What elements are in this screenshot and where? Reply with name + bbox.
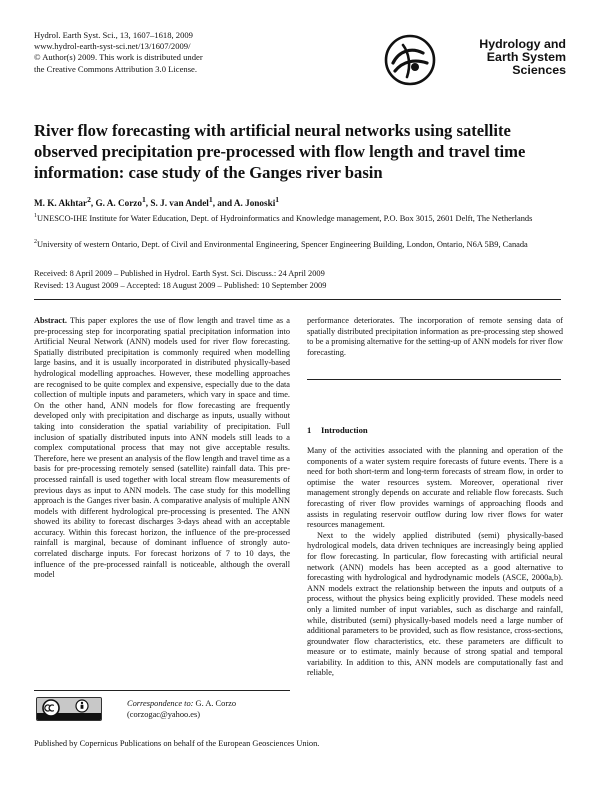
section-heading: 1 Introduction <box>307 425 368 435</box>
correspondence-name: G. A. Corzo <box>195 699 237 708</box>
introduction-body <box>307 446 563 679</box>
revised-date-line: Revised: 13 August 2009 – Accepted: 18 August 2009 – Published: 10 September 2009 <box>34 280 327 290</box>
affiliation: $^2$University of western Ontario, Dept. of Civil and Environmental Engineering, Spencer Engineering Building, London, Ontario, N6A 5B9, Canada <box>34 239 528 249</box>
copyright-line: © Author(s) 2009. This work is distributed under <box>34 52 203 63</box>
correspondence-label: Correspondence to: <box>127 699 194 708</box>
abstract-continued: performance deteriorates. The incorporation of remote sensing data of spatially distributed precipitation information as pre-processing step showed to be a promising alternative for the setting-up of ANN models for river flow forecasting. <box>307 316 563 357</box>
paragraph: Many of the activities associated with the planning and operation of the components of a water system require forecasts of future events. There is a need for both short-term and long-term forecasts of stream flow, in order to optimise the water resources system. Moreover, operational river management strongly depends on accurate and reliable flow forecasts. Such forecasting of river flow provides warnings of approaching floods and assists in regulating reservoir outflow during low river flows for water resources management. <box>307 446 563 530</box>
cc-by-license-icon[interactable] <box>36 697 102 721</box>
license-line: the Creative Commons Attribution 3.0 License. <box>34 63 198 74</box>
correspondence-email[interactable]: (corzogac@yahoo.es) <box>127 710 201 719</box>
divider <box>34 299 561 300</box>
paper-title: River flow forecasting with artificial neural networks using satellite observed precipitation pre-processed with flow length and travel time information: case study of the Ganges river basin <box>34 121 526 182</box>
paragraph: Next to the widely applied distributed (semi) physically-based hydrological models, data driven techniques are increasingly being applied for flow forecasting. In particular, flow forecasting with artificial neural network (ANN) models has been accepted as a good alternative to forecasting with hydrological and hydrodynamic models (ASCE, 2000a,b). ANN models extract the relationship between the inputs and outputs of a process, without the physics being explicitly provided. These models need only a limited number of input variables, such as discharge and rainfall, while, distributed (semi) physically-based models need a large number of additional parameters to be provided, such as flow resistance, cross-sections, groundwater flow characteristics, etc. these parameters are difficult to measure or to estimate, mainly because of strong spatial and temporal variability. In addition to this, ANN models are computationally fast and reliable, <box>307 530 563 678</box>
author[interactable]: S. J. van Andel$^1$ <box>150 195 213 209</box>
journal-name <box>479 38 566 78</box>
divider <box>34 690 290 691</box>
author[interactable]: G. A. Corzo$^1$ <box>95 195 146 209</box>
abstract-text: This paper explores the use of flow length and travel time as a pre-processing step for incorporating spatial precipitation information into Artificial Neural Network (ANN) models used for river flow forecasting. Spatially distributed precipitation is commonly required when modelling large basins, and it is usually incorporated in distributed physically-based hydrological modelling approaches. However, these modelling approaches are recognised to be quite complex and expensive, especially due to the data collection of multiple inputs and parameters, which vary in space and time. On the other hand, ANN models for flow forecasting are frequently developed only with precipitation and discharge as inputs, usually without taking into consideration the spatial variability of precipitation. Full inclusion of spatially distributed inputs into ANN models still leads to a complex computational process that may not give acceptable results. Therefore, here we present an analysis of the flow length and travel time as a basis for pre-processing remotely sensed (satellite) rainfall data. This pre-processed rainfall is used together with local stream flow measurements of previous days as input to ANN models. The case study for this modelling approach is the Ganges river basin. A comparative analysis of multiple ANN models with different hydrological pre-processing is presented. The ANN showed its ability to forecast discharges 3-days ahead with an acceptable accuracy. Within this forecast horizon, the influence of the pre-processed rainfall is marginal, because of dominant influence of strongly auto-correlated discharge inputs. For forecast horizons of 7 to 10 days, the influence of the pre-processed rainfall is noticeable, although the overall model <box>34 316 290 580</box>
journal-name-line: Hydrology and <box>479 37 566 51</box>
divider <box>307 379 561 380</box>
correspondence <box>127 698 236 720</box>
citation-line: Hydrol. Earth Syst. Sci., 13, 1607–1618, 2009 <box>34 30 193 40</box>
publisher-footer: Published by Copernicus Publications on behalf of the European Geosciences Union. <box>34 739 320 748</box>
journal-name-line: Earth System <box>486 50 566 65</box>
author[interactable]: M. K. Akhtar$^2$ <box>34 195 91 209</box>
received-date-line: Received: 8 April 2009 – Published in Hydrol. Earth Syst. Sci. Discuss.: 24 April 2009 <box>34 269 325 278</box>
publication-dates <box>34 268 326 291</box>
journal-name-line: Sciences <box>512 63 566 78</box>
journal-citation-block <box>34 30 334 75</box>
journal-url[interactable]: www.hydrol-earth-syst-sci.net/13/1607/2009/ <box>34 41 191 52</box>
egu-logo-icon <box>383 33 437 87</box>
journal-logo <box>383 30 568 92</box>
author-list: M. K. Akhtar$^2$, G. A. Corzo$^1$, S. J. van Andel$^1$, and A. Jonoski$^1$ <box>34 195 280 209</box>
author[interactable]: A. Jonoski$^1$ <box>233 195 280 209</box>
affiliation: $^1$UNESCO-IHE Institute for Water Education, Dept. of Hydroinformatics and Knowledge management, P.O. Box 3015, 2601 Delft, The Netherlands <box>34 213 533 223</box>
abstract <box>34 316 290 581</box>
abstract-heading: Abstract. <box>34 316 67 325</box>
